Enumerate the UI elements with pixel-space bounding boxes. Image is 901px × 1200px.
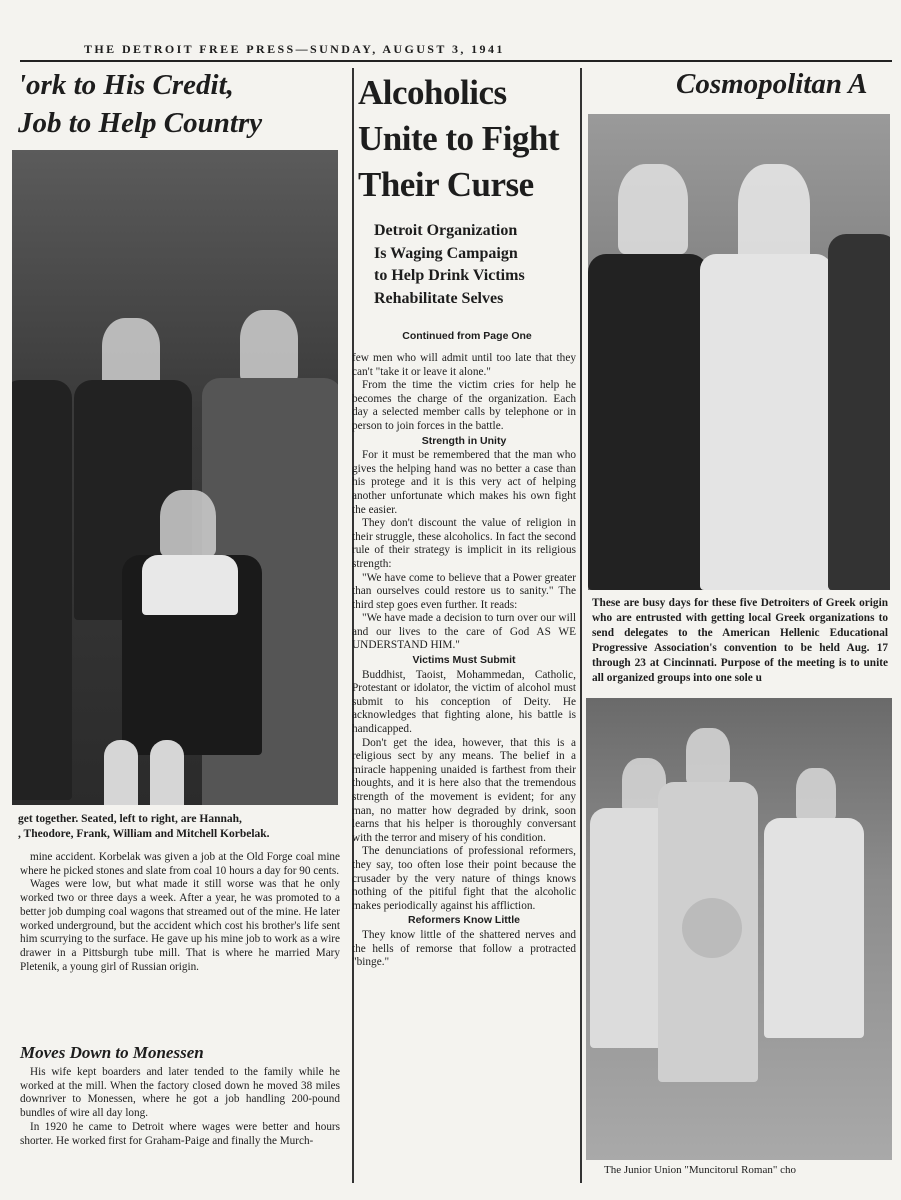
continued-from-label: Continued from Page One xyxy=(402,330,532,342)
center-paragraph: "We have come to believe that a Power greater than ourselves could restore us to sanity." The third step goes even further. It reads: xyxy=(352,571,576,611)
right-photo-caption: These are busy days for these five Detroiters of Greek origin who are entrusted with getting local Greek organizations to send delegates to the American Hellenic Educational Progressive Association's convention to be held Aug. 17 through 23 at Cincinnati. Purpose of the meeting is to unite all organized groups into one sole u xyxy=(592,597,888,684)
center-headline xyxy=(358,70,580,208)
center-headline-line-3: Their Curse xyxy=(358,165,534,204)
left-headline-line-1: 'ork to His Credit, xyxy=(18,69,234,101)
top-rule xyxy=(20,60,892,62)
left-article-body xyxy=(20,851,340,1039)
center-paragraph: They don't discount the value of religion in their struggle, these alcoholics. In fact the second rule of their strategy is implicit in its religious strength: xyxy=(352,517,576,570)
left-paragraph: Wages were low, but what made it still worse was that he only worked two or three days a week. After a year, he was promoted to a better job dumping coal wagons that streamed out of the mine. He later worked underground, but the accident which cost his brother's life sent him scurrying to the surface. He gave up his mine job to work as a wire drawer in a Pittsburgh tube mill. That is where he married Mary Pletenik, a young girl of Russian origin. xyxy=(20,878,340,973)
column-divider-right xyxy=(580,68,582,1183)
deck-line-4: Rehabilitate Selves xyxy=(374,289,504,307)
deck-line-2: Is Waging Campaign xyxy=(374,244,518,262)
center-paragraph: "We have made a decision to turn over our will and our lives to the care of God AS WE UNDERSTAND HIM." xyxy=(352,612,576,652)
center-paragraph: Don't get the idea, however, that this is a religious sect by any means. The belief in a miracle happening unaided is farthest from their thoughts, and it is here also that the tremendous strength of the movement is evident; for any man, no matter how degraded by drink, soon learns that his helper is thoroughly conversant with the terror and misery of his condition. xyxy=(352,736,576,844)
center-paragraph: The denunciations of professional reformers, they say, too often lose their point because the crusader by the very nature of things knows nothing of the pitiful fight that the alcoholic makes periodically against his affliction. xyxy=(352,845,576,912)
left-subhead: Moves Down to Monessen xyxy=(20,1043,204,1062)
left-paragraph: mine accident. Korbelak was given a job at the Old Forge coal mine where he picked stones and slate from coal 10 hours a day for 90 cents. xyxy=(20,851,340,877)
center-headline-line-2: Unite to Fight xyxy=(358,119,560,158)
deck-line-3: to Help Drink Victims xyxy=(374,267,525,284)
left-photo-caption xyxy=(18,812,342,842)
center-paragraph: For it must be remembered that the man who gives the helping hand was no better a case than his protege and it is this very act of helping another unfortunate which makes his own fight the easier. xyxy=(352,449,576,516)
left-headline-line-2: Job to Help Country xyxy=(18,107,263,139)
left-caption-line-1: get together. Seated, left to right, are Hannah, xyxy=(18,813,242,825)
center-subhead-strength: Strength in Unity xyxy=(421,434,507,447)
center-paragraph: From the time the victim cries for help he becomes the charge of the organization. Each day a selected member calls by telephone or in person to join forces in the battle. xyxy=(352,379,576,432)
center-paragraph: few men who will admit until too late that they can't "take it or leave it alone." xyxy=(352,352,576,378)
korbelak-family-photo xyxy=(12,150,338,805)
right-headline: Cosmopolitan A xyxy=(676,68,868,100)
deck-line-1: Detroit Organization xyxy=(374,222,518,239)
left-headline xyxy=(18,66,340,142)
center-paragraph: They know little of the shattered nerves and the hells of remorse that follow a protracted "binge." xyxy=(352,928,576,969)
left-article-body-2 xyxy=(20,1066,340,1184)
junior-union-photo xyxy=(586,698,892,1160)
center-subhead-reformers: Reformers Know Little xyxy=(407,914,520,927)
left-paragraph: His wife kept boarders and later tended to the family while he worked at the mill. When the factory closed down he moved 38 miles downriver to Monessen, where he got a job handling 200-pound bundles of wire all day long. xyxy=(20,1066,340,1120)
left-paragraph: In 1920 he came to Detroit where wages were better and hours shorter. He worked first for Graham-Paige and finally the Murch- xyxy=(20,1120,340,1147)
bottom-photo-caption: The Junior Union "Muncitorul Roman" cho xyxy=(604,1164,796,1176)
center-headline-line-1: Alcoholics xyxy=(358,73,507,112)
center-subhead-victims: Victims Must Submit xyxy=(412,654,516,667)
center-paragraph: Buddhist, Taoist, Mohammedan, Catholic, Protestant or idolator, the victim of alcohol must submit to his conception of Deity. He acknowledges that fighting alone, his battle is handicapped. xyxy=(352,668,576,736)
center-deck xyxy=(374,220,574,310)
center-article-body xyxy=(352,352,576,1182)
masthead: THE DETROIT FREE PRESS—SUNDAY, AUGUST 3, 1941 xyxy=(84,42,505,56)
greek-delegates-photo xyxy=(588,114,890,590)
left-caption-line-2: , Theodore, Frank, William and Mitchell Korbelak. xyxy=(18,828,270,840)
